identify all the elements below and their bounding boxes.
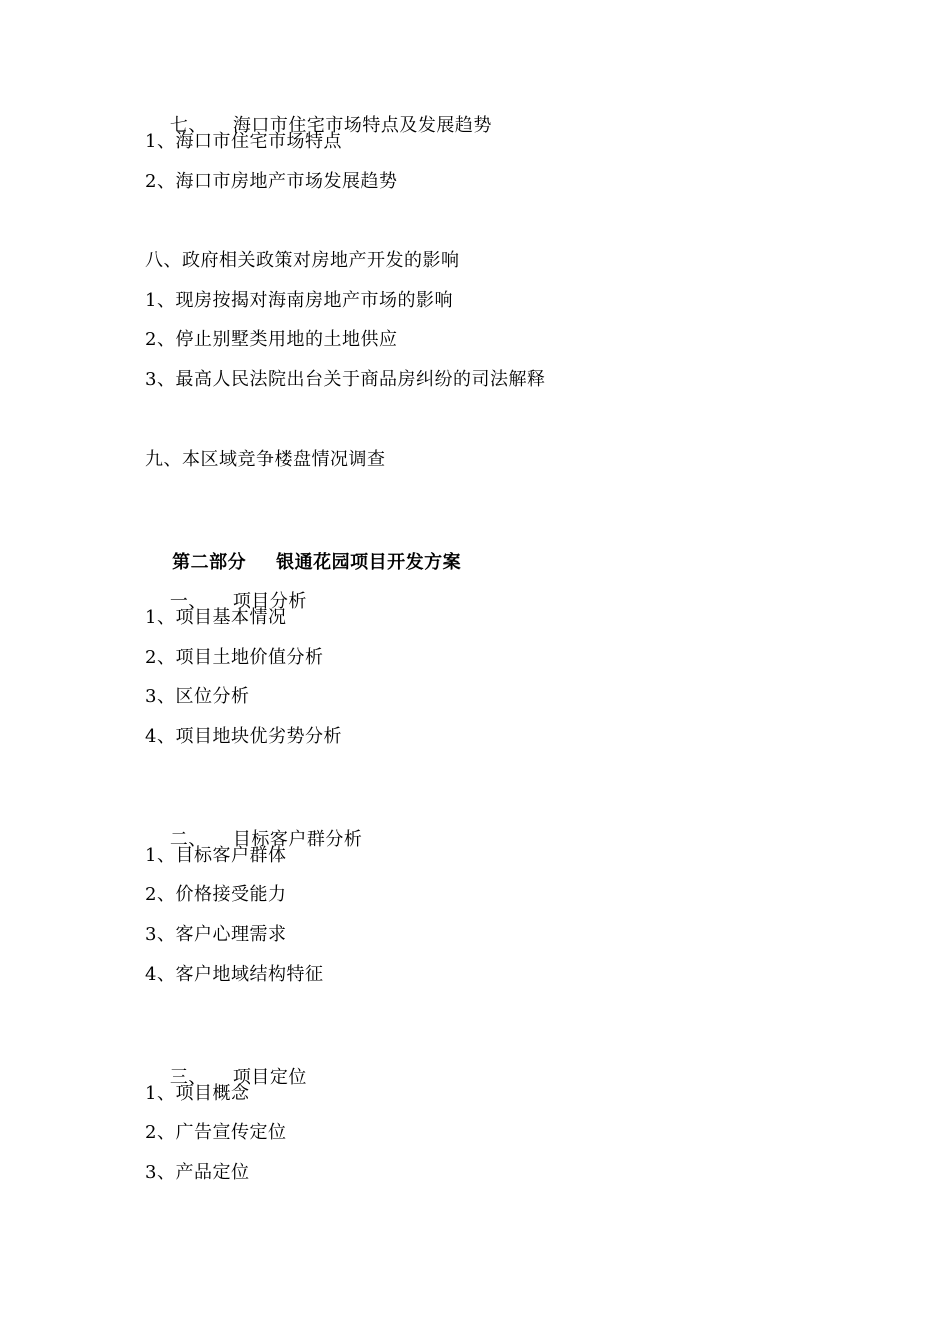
section-number: 三、 [169, 1067, 207, 1088]
part-label: 第二部分 [172, 552, 247, 573]
section-number: 二、 [169, 829, 207, 850]
list-item: 3、最高人民法院出台关于商品房纠纷的司法解释 [145, 369, 546, 390]
section-title: 海口市住宅市场特点及发展趋势 [232, 115, 492, 136]
list-item: 3、产品定位 [145, 1162, 250, 1183]
list-item: 1、目标客户群体 [145, 845, 287, 866]
section-number: 一、 [169, 591, 207, 612]
section-number: 七、 [169, 115, 207, 136]
list-item: 1、项目概念 [145, 1083, 250, 1104]
list-item: 4、客户地域结构特征 [145, 964, 324, 985]
list-item: 1、项目基本情况 [145, 607, 287, 628]
list-item: 2、价格接受能力 [145, 884, 287, 905]
list-item: 3、区位分析 [145, 686, 250, 707]
list-item: 3、客户心理需求 [145, 924, 287, 945]
list-item: 1、现房按揭对海南房地产市场的影响 [145, 290, 453, 311]
section-title: 目标客户群分析 [232, 829, 363, 850]
list-item: 4、项目地块优劣势分析 [145, 726, 342, 747]
section-heading: 九、本区域竞争楼盘情况调查 [145, 449, 386, 470]
section-title: 项目分析 [232, 591, 307, 612]
list-item: 2、广告宣传定位 [145, 1122, 287, 1143]
list-item: 2、项目土地价值分析 [145, 647, 324, 668]
section-title: 项目定位 [232, 1067, 307, 1088]
list-item: 1、海口市住宅市场特点 [145, 131, 342, 152]
section-heading: 八、政府相关政策对房地产开发的影响 [145, 250, 460, 271]
part-title: 银通花园项目开发方案 [276, 552, 462, 573]
list-item: 2、停止别墅类用地的土地供应 [145, 329, 398, 350]
list-item: 2、海口市房地产市场发展趋势 [145, 171, 398, 192]
